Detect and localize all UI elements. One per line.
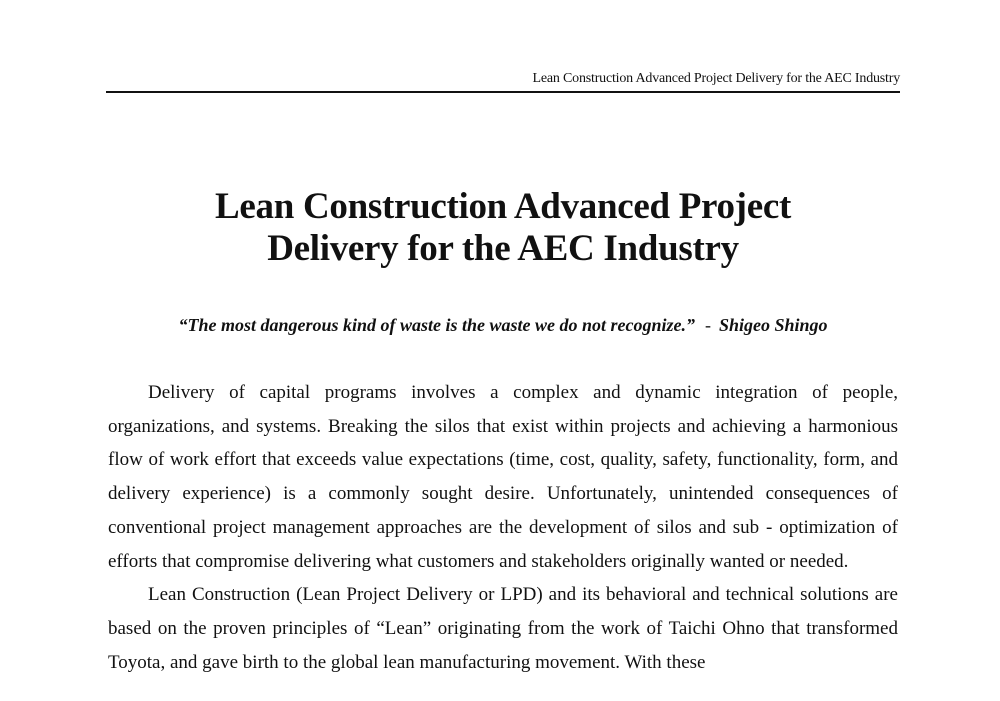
- epigraph-quote: “The most dangerous kind of waste is the waste we do not recognize.”: [178, 315, 695, 335]
- epigraph-dash: -: [705, 315, 711, 335]
- title-line-1: Lean Construction Advanced Project: [215, 186, 791, 227]
- body-text: [108, 376, 898, 679]
- header-rule: [106, 91, 900, 93]
- paragraph-2: Lean Construction (Lean Project Delivery or LPD) and its behavioral and technical solutions are based on the proven principles of “Lean” originating from the work of Taichi Ohno that transformed Toyota, and gave birth to the global lean manufacturing movement. With these: [108, 584, 898, 673]
- title-line-2: Delivery for the AEC Industry: [267, 228, 739, 269]
- epigraph: [106, 313, 900, 337]
- page-title: [106, 186, 900, 270]
- running-header: Lean Construction Advanced Project Delivery for the AEC Industry: [532, 71, 900, 86]
- paragraph-1: Delivery of capital programs involves a complex and dynamic integration of people, organizations, and systems. Breaking the silos that exist within projects and achieving a harmonious flow of work effort that exceeds value expectations (time, cost, quality, safety, functionality, form, and delivery experience) is a commonly sought desire. Unfortunately, unintended consequences of conventional project management approaches are the development of silos and sub - optimization of efforts that compromise delivering what customers and stakeholders originally wanted or needed.: [108, 382, 898, 572]
- epigraph-author: Shigeo Shingo: [719, 315, 828, 335]
